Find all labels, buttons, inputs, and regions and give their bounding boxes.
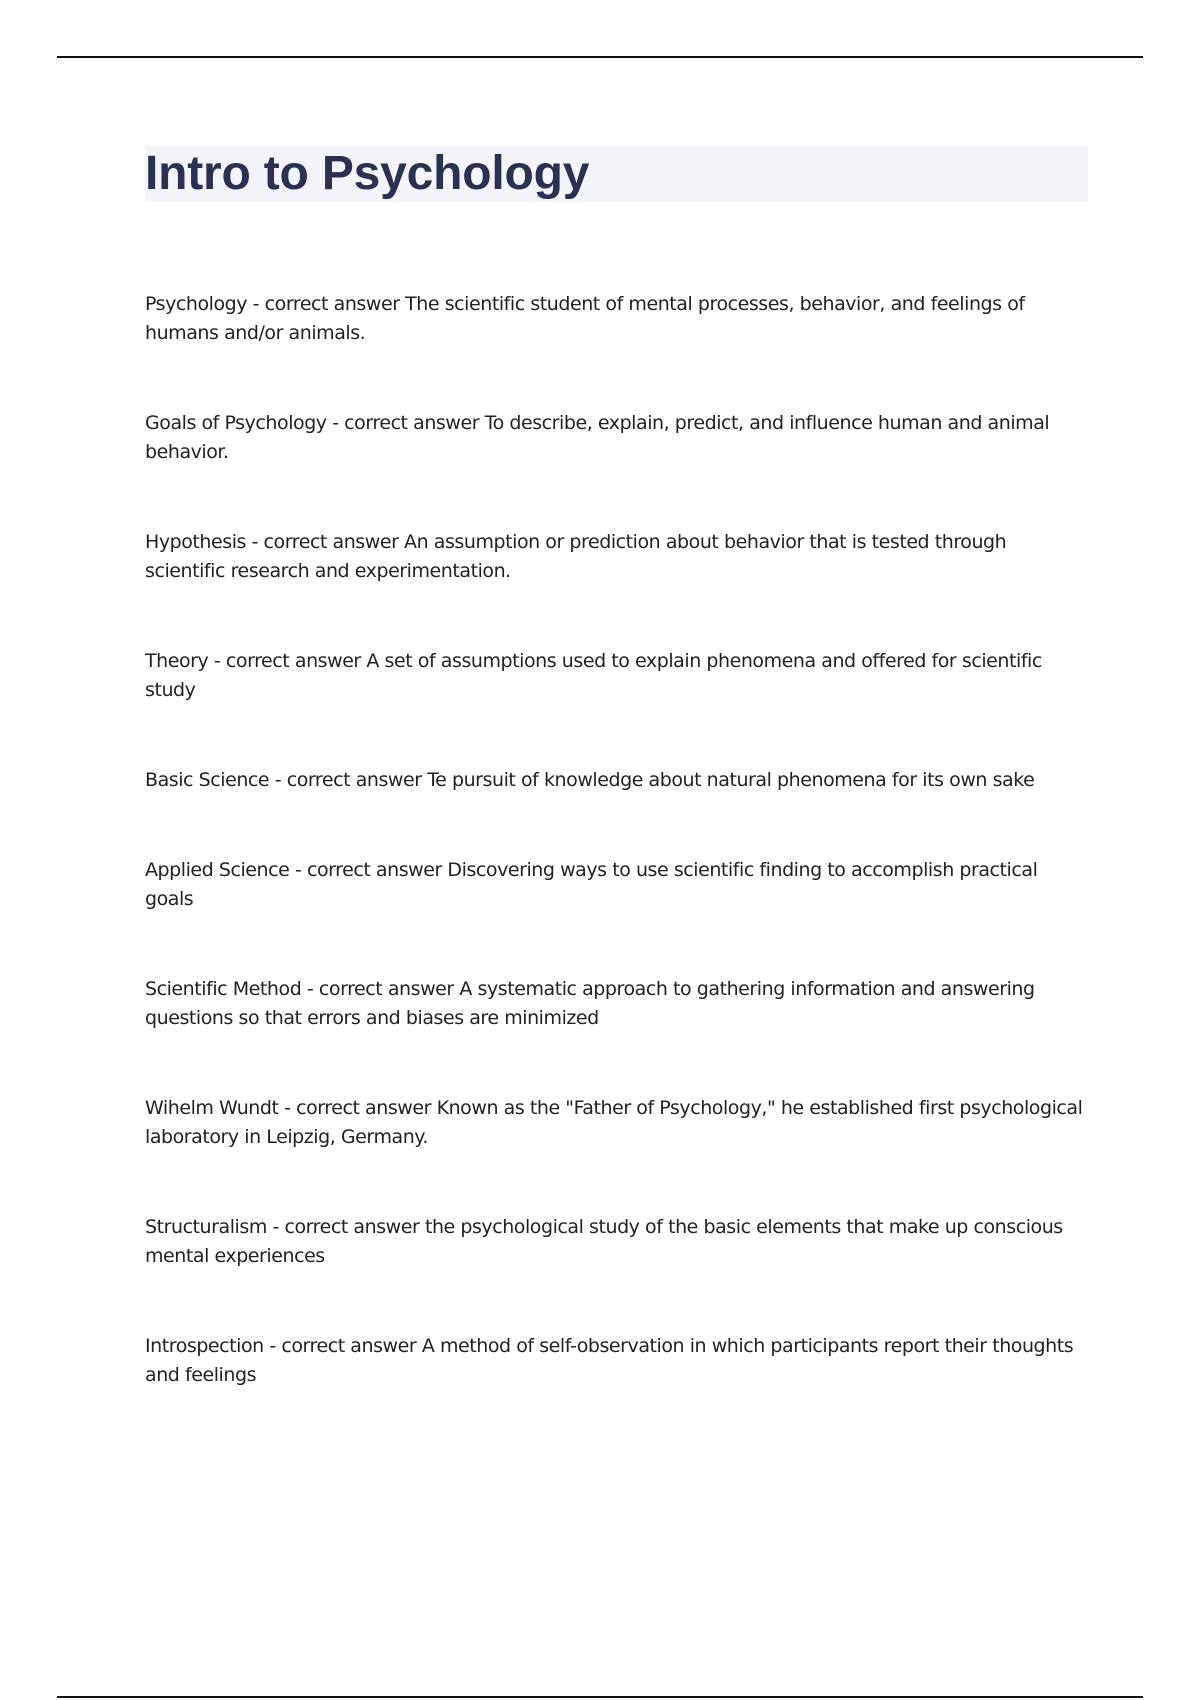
entry-psychology: Psychology - correct answer The scientific student of mental processes, behavior, and feelings of humans and/or animals. xyxy=(145,293,1025,344)
flashcard-list xyxy=(145,290,1090,1451)
entry-theory: Theory - correct answer A set of assumptions used to explain phenomena and offered for scientific study xyxy=(145,650,1042,701)
entry-introspection: Introspection - correct answer A method of self-observation in which participants report their thoughts and feelings xyxy=(145,1335,1074,1386)
entry-basic-science: Basic Science - correct answer Te pursuit of knowledge about natural phenomena for its own sake xyxy=(145,769,1035,791)
entry-scientific-method: Scientific Method - correct answer A systematic approach to gathering information and answering questions so that errors and biases are minimized xyxy=(145,978,1035,1029)
bottom-rule xyxy=(57,1696,1143,1698)
entry-wihelm-wundt: Wihelm Wundt - correct answer Known as the "Father of Psychology," he established first psychological laboratory in Leipzig, Germany. xyxy=(145,1097,1083,1148)
entry-goals-of-psychology: Goals of Psychology - correct answer To describe, explain, predict, and influence human and animal behavior. xyxy=(145,412,1050,463)
entry-structuralism: Structuralism - correct answer the psychological study of the basic elements that make up conscious mental experiences xyxy=(145,1216,1063,1267)
entry-hypothesis: Hypothesis - correct answer An assumption or prediction about behavior that is tested through scientific research and experimentation. xyxy=(145,531,1007,582)
page-title: Intro to Psychology xyxy=(145,147,590,200)
entry-applied-science: Applied Science - correct answer Discovering ways to use scientific finding to accomplish practical goals xyxy=(145,859,1038,910)
top-rule xyxy=(57,56,1143,58)
